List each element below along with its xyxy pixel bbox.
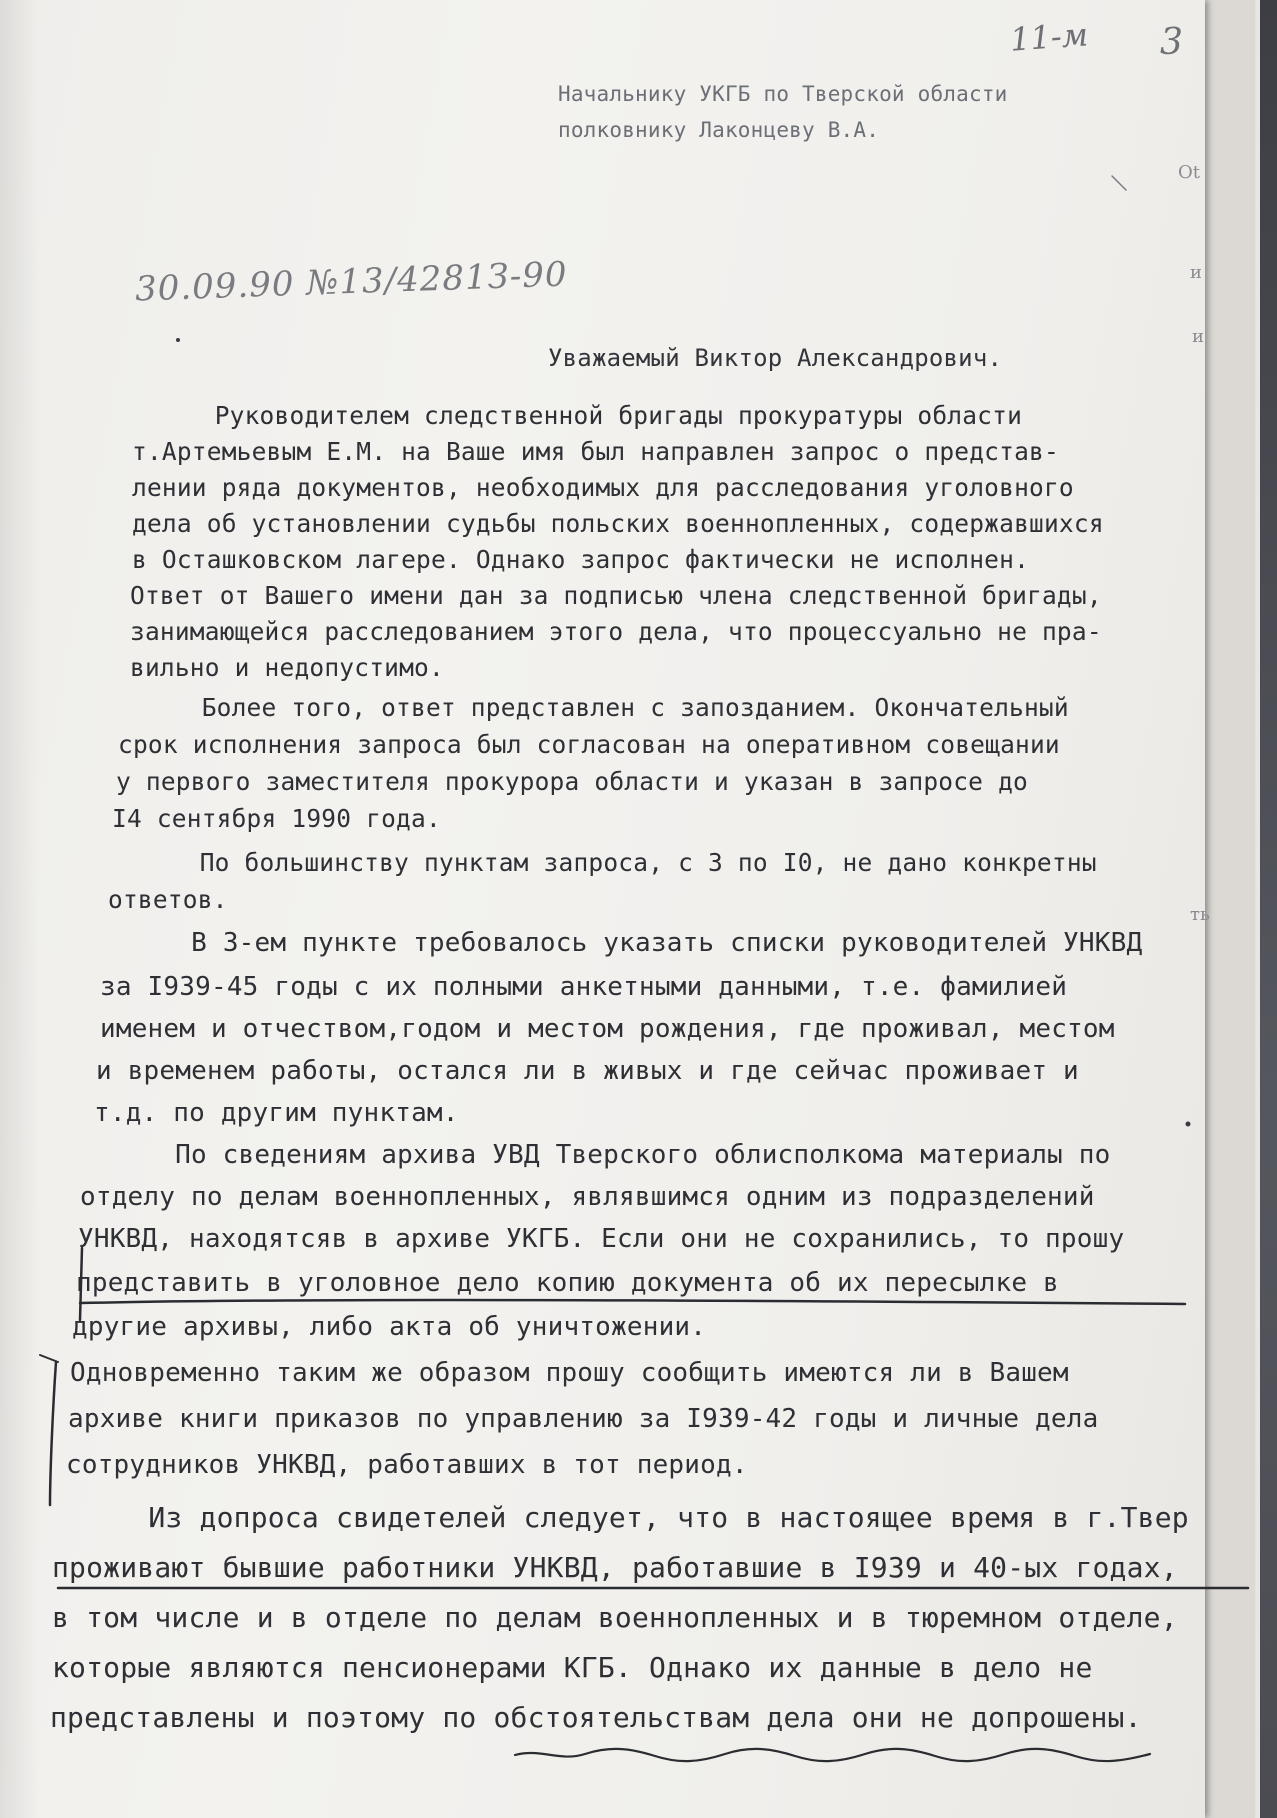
underline-mark <box>515 1749 1150 1761</box>
body-line: отделу по делам военнопленных, являвшимся одним из подразделений <box>80 1182 1095 1212</box>
body-line: Ответ от Вашего имени дан за подписью члена следственной бригады, <box>130 581 1102 610</box>
body-line: в том числе и в отделе по делам военнопленных и в тюремном отделе, <box>52 1601 1178 1634</box>
body-line: представлены и поэтому по обстоятельствам дела они не допрошены. <box>50 1701 1142 1734</box>
body-line: срок исполнения запроса был согласован на оперативном совещании <box>118 730 1060 759</box>
addressee-line-1: Начальнику УКГБ по Тверской области <box>558 82 1008 106</box>
underline-mark <box>58 1588 1248 1590</box>
body-line: дела об установлении судьбы польских военнопленных, содержавшихся <box>132 509 1104 538</box>
body-line: у первого заместителя прокурора области и указан в запросе до <box>116 767 1028 796</box>
salutation: Уважаемый Виктор Александрович. <box>548 344 1003 372</box>
body-line: По большинству пунктам запроса, с 3 по I0, не дано конкретны <box>110 848 1097 877</box>
body-line: ответов. <box>108 885 228 914</box>
body-line: По сведениям архива УВД Тверского облисполкома материалы по <box>80 1140 1111 1170</box>
body-line: проживают бывшие работники УНКВД, работавшие в I939 и 40-ых годах, <box>52 1551 1178 1584</box>
body-line: Руководителем следственной бригады прокуратуры области <box>125 401 1023 430</box>
body-line: архиве книги приказов по управлению за I939-42 годы и личные дела <box>68 1404 1099 1434</box>
margin-bracket-mark <box>50 1362 56 1505</box>
margin-fragment: Ot <box>1178 162 1200 183</box>
margin-bracket-mark <box>40 1355 58 1362</box>
body-line: Из допроса свидетелей следует, что в настоящее время в г.Твер <box>46 1501 1189 1534</box>
body-line: за I939-45 годы с их полными анкетными данными, т.е. фамилией <box>100 972 1068 1002</box>
body-line: сотрудников УНКВД, работавших в тот период. <box>66 1450 748 1480</box>
body-line: и временем работы, остался ли в живых и где сейчас проживает и <box>96 1056 1079 1086</box>
body-line: другие архивы, либо акта об уничтожении. <box>72 1312 707 1342</box>
margin-fragment: ть <box>1190 904 1210 925</box>
body-line: т.д. по другим пунктам. <box>94 1098 459 1128</box>
body-line: т.Артемьевым Е.М. на Ваше имя был направлен запрос о представ- <box>132 437 1059 466</box>
body-line: занимающейся расследованием этого дела, что процессуально не пра- <box>130 617 1102 646</box>
body-line: вильно и недопустимо. <box>130 653 444 682</box>
margin-fragment: и <box>1190 262 1202 283</box>
body-line: Одновременно таким же образом прошу сообщить имеются ли в Вашем <box>70 1358 1069 1388</box>
body-line: УНКВД, находятсяв в архиве УКГБ. Если они не сохранились, то прошу <box>78 1224 1125 1254</box>
handwritten-page-number: 3 <box>1160 22 1183 63</box>
body-line: лении ряда документов, необходимых для расследования уголовного <box>132 473 1074 502</box>
body-line: именем и отчеством,годом и местом рождения, где проживал, местом <box>100 1014 1115 1044</box>
handwritten-corner-mark: 11-м <box>1008 15 1090 59</box>
pen-tick <box>1112 176 1126 190</box>
handwritten-registration-number: 30.09.90 №13/4281З-90 <box>134 254 569 310</box>
ink-dot <box>1186 1122 1191 1127</box>
body-line: I4 сентября 1990 года. <box>112 804 441 833</box>
addressee-line-2: полковнику Лаконцеву В.А. <box>558 118 880 142</box>
margin-fragment: и <box>1192 326 1204 347</box>
body-line: которые являются пенсионерами КГБ. Однако их данные в дело не <box>52 1651 1093 1684</box>
body-line: в Осташковском лагере. Однако запрос фактически не исполнен. <box>132 545 1030 574</box>
body-line: Более того, ответ представлен с запозданием. Окончательный <box>112 693 1069 722</box>
sheet-shadow <box>0 0 40 1818</box>
body-line: В 3-ем пункте требовалось указать списки руководителей УНКВД <box>96 928 1143 958</box>
body-line: представить в уголовное дело копию документа об их пересылке в <box>76 1268 1059 1298</box>
ink-dot <box>176 338 180 342</box>
